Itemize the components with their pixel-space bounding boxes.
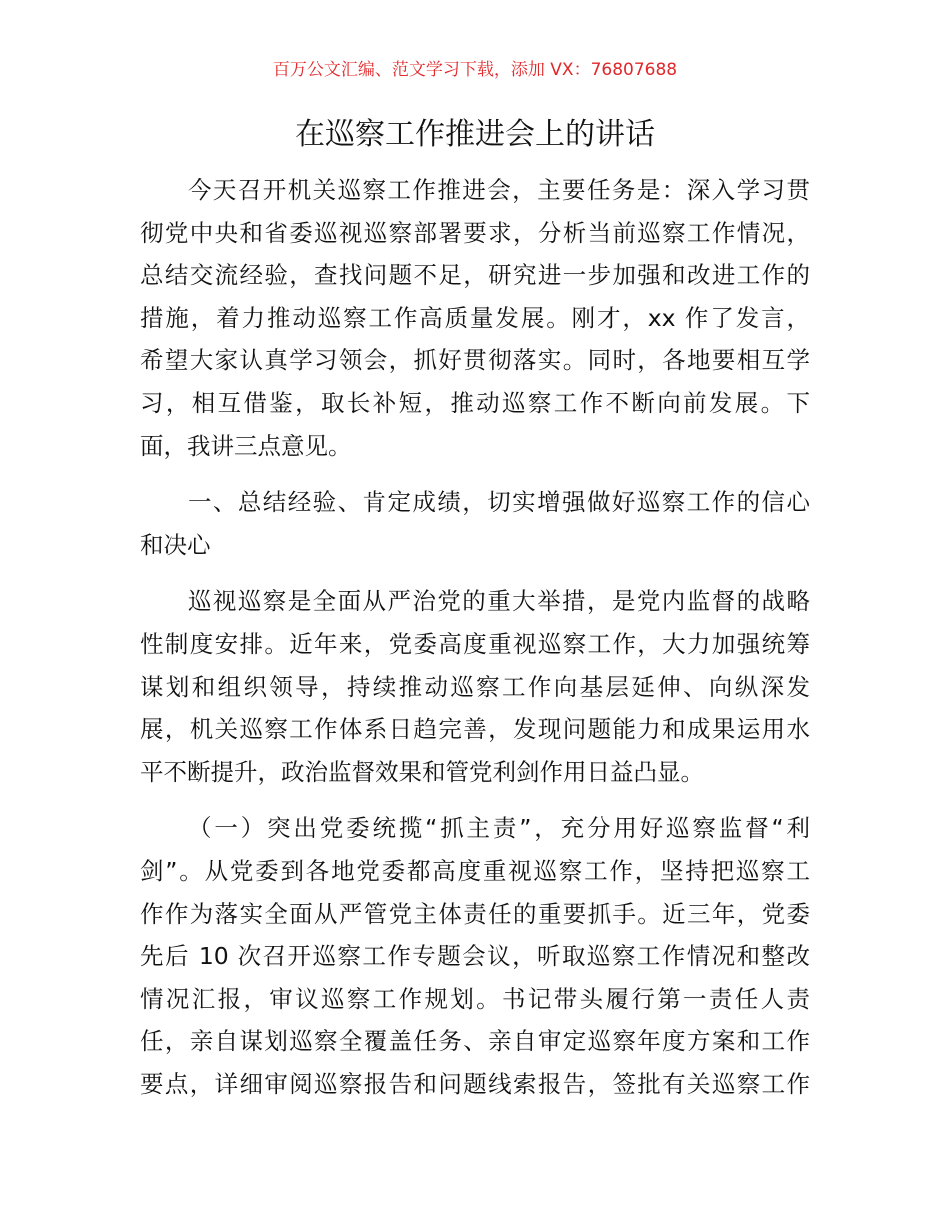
text-line: 和决心 (140, 530, 211, 559)
watermark-header: 百万公文汇编、范文学习下载，添加 VX：76807688 (272, 60, 678, 80)
text-line: 要点，详细审阅巡察报告和问题线索报告，签批有关巡察工作 (140, 1069, 810, 1098)
text-line: 面，我讲三点意见。 (140, 431, 352, 460)
paragraph (140, 169, 810, 467)
text-line: 先后 10 次召开巡察工作专题会议，听取巡察工作情况和整改 (140, 942, 810, 971)
paragraph (140, 807, 810, 1105)
document-title: 在巡察工作推进会上的讲话 (295, 117, 655, 152)
paragraph (140, 481, 810, 566)
text-line: 展，机关巡察工作体系日趋完善，发现问题能力和成果运用水 (140, 715, 810, 744)
text-line: 希望大家认真学习领会，抓好贯彻落实。同时，各地要相互学 (140, 346, 810, 375)
text-line: 习，相互借鉴，取长补短，推动巡察工作不断向前发展。下 (140, 388, 810, 417)
text-line: 平不断提升，政治监督效果和管党利剑作用日益凸显。 (140, 757, 704, 786)
text-line: 谋划和组织领导，持续推动巡察工作向基层延伸、向纵深发 (140, 672, 810, 701)
text-line: 措施，着力推动巡察工作高质量发展。刚才，xx 作了发言， (140, 303, 810, 332)
text-line: 今天召开机关巡察工作推进会，主要任务是：深入学习贯 (188, 176, 810, 204)
text-line: 巡视巡察是全面从严治党的重大举措，是党内监督的战略 (188, 587, 810, 616)
document-body (140, 169, 810, 1119)
text-line: （一）突出党委统揽“抓主责”，充分用好巡察监督“利 (188, 814, 810, 843)
text-line: 彻党中央和省委巡视巡察部署要求，分析当前巡察工作情况， (140, 218, 810, 247)
text-line: 性制度安排。近年来，党委高度重视巡察工作，大力加强统筹 (140, 629, 810, 658)
paragraph (140, 580, 810, 793)
text-line: 一、总结经验、肯定成绩，切实增强做好巡察工作的信心 (188, 488, 810, 517)
text-line: 情况汇报，审议巡察工作规划。书记带头履行第一责任人责 (140, 984, 810, 1013)
text-line: 任，亲自谋划巡察全覆盖任务、亲自审定巡察年度方案和工作 (140, 1027, 810, 1056)
text-line: 总结交流经验，查找问题不足，研究进一步加强和改进工作的 (140, 261, 810, 290)
text-line: 剑”。从党委到各地党委都高度重视巡察工作，坚持把巡察工 (140, 856, 810, 885)
text-line: 作作为落实全面从严管党主体责任的重要抓手。近三年，党委 (140, 899, 810, 928)
